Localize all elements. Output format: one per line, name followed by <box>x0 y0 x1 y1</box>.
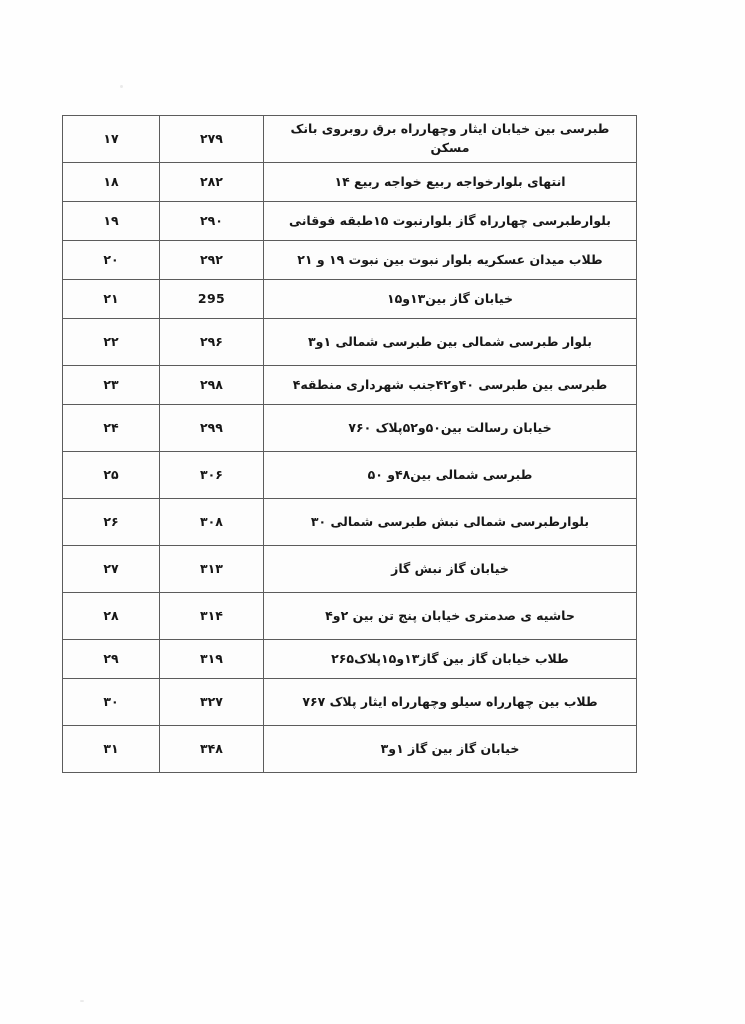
cell-value: ۳۰۶ <box>160 452 264 499</box>
table-row <box>63 640 637 679</box>
cell-index: ۲۸ <box>63 593 160 640</box>
cell-value: ۳۴۸ <box>160 726 264 773</box>
table-row <box>63 405 637 452</box>
table-row <box>63 319 637 366</box>
cell-index: ۲۲ <box>63 319 160 366</box>
cell-value: ۲۹۸ <box>160 366 264 405</box>
table-row <box>63 499 637 546</box>
cell-address: طبرسی بین خیابان ایثار وچهارراه برق روبروی بانک مسکن <box>264 116 637 163</box>
cell-index: ۱۷ <box>63 116 160 163</box>
table-row <box>63 679 637 726</box>
cell-address: طلاب میدان عسکریه بلوار نبوت بین نبوت ۱۹ و ۲۱ <box>264 241 637 280</box>
cell-value: 295 <box>160 280 264 319</box>
cell-address: بلوارطبرسی چهارراه گاز بلوارنبوت ۱۵طبقه فوقانی <box>264 202 637 241</box>
cell-address: طلاب خیابان گاز بین گاز۱۳و۱۵پلاک۲۶۵ <box>264 640 637 679</box>
table-row <box>63 116 637 163</box>
cell-index: ۲۷ <box>63 546 160 593</box>
address-table-container <box>63 115 637 773</box>
cell-value: ۳۲۷ <box>160 679 264 726</box>
cell-address: خیابان گاز بین۱۳و۱۵ <box>264 280 637 319</box>
cell-address: خیابان گاز بین گاز ۱و۳ <box>264 726 637 773</box>
cell-value: ۳۰۸ <box>160 499 264 546</box>
table-row <box>63 452 637 499</box>
table-row <box>63 163 637 202</box>
cell-address: طلاب بین چهارراه سیلو وچهارراه ایثار پلاک ۷۶۷ <box>264 679 637 726</box>
cell-address: خیابان گاز نبش گاز <box>264 546 637 593</box>
table-row <box>63 202 637 241</box>
cell-value: ۲۹۹ <box>160 405 264 452</box>
cell-value: ۳۱۴ <box>160 593 264 640</box>
cell-index: ۲۶ <box>63 499 160 546</box>
cell-index: ۱۹ <box>63 202 160 241</box>
cell-value: ۲۹۲ <box>160 241 264 280</box>
cell-index: ۳۰ <box>63 679 160 726</box>
cell-address: طبرسی شمالی بین۴۸و ۵۰ <box>264 452 637 499</box>
table-row <box>63 280 637 319</box>
cell-address: انتهای بلوارخواجه ربیع خواجه ربیع ۱۴ <box>264 163 637 202</box>
table-row <box>63 726 637 773</box>
table-row <box>63 593 637 640</box>
cell-index: ۲۹ <box>63 640 160 679</box>
cell-index: ۲۳ <box>63 366 160 405</box>
cell-value: ۲۹۰ <box>160 202 264 241</box>
cell-index: ۲۴ <box>63 405 160 452</box>
cell-address: حاشیه ی صدمتری خیابان پنج تن بین ۲و۴ <box>264 593 637 640</box>
cell-index: ۲۱ <box>63 280 160 319</box>
cell-address: بلوار طبرسی شمالی بین طبرسی شمالی ۱و۳ <box>264 319 637 366</box>
cell-value: ۲۷۹ <box>160 116 264 163</box>
cell-value: ۳۱۳ <box>160 546 264 593</box>
cell-index: ۲۵ <box>63 452 160 499</box>
cell-index: ۱۸ <box>63 163 160 202</box>
table-row <box>63 241 637 280</box>
cell-address: بلوارطبرسی شمالی نبش طبرسی شمالی ۳۰ <box>264 499 637 546</box>
cell-index: ۳۱ <box>63 726 160 773</box>
cell-address: خیابان رسالت بین۵۰و۵۲پلاک ۷۶۰ <box>264 405 637 452</box>
table-row <box>63 546 637 593</box>
table-row <box>63 366 637 405</box>
cell-value: ۲۹۶ <box>160 319 264 366</box>
cell-value: ۲۸۲ <box>160 163 264 202</box>
cell-address: طبرسی بین طبرسی ۴۰و۴۲جنب شهرداری منطقه۴ <box>264 366 637 405</box>
cell-index: ۲۰ <box>63 241 160 280</box>
address-table-body <box>63 116 637 773</box>
cell-value: ۳۱۹ <box>160 640 264 679</box>
address-table <box>62 115 637 773</box>
